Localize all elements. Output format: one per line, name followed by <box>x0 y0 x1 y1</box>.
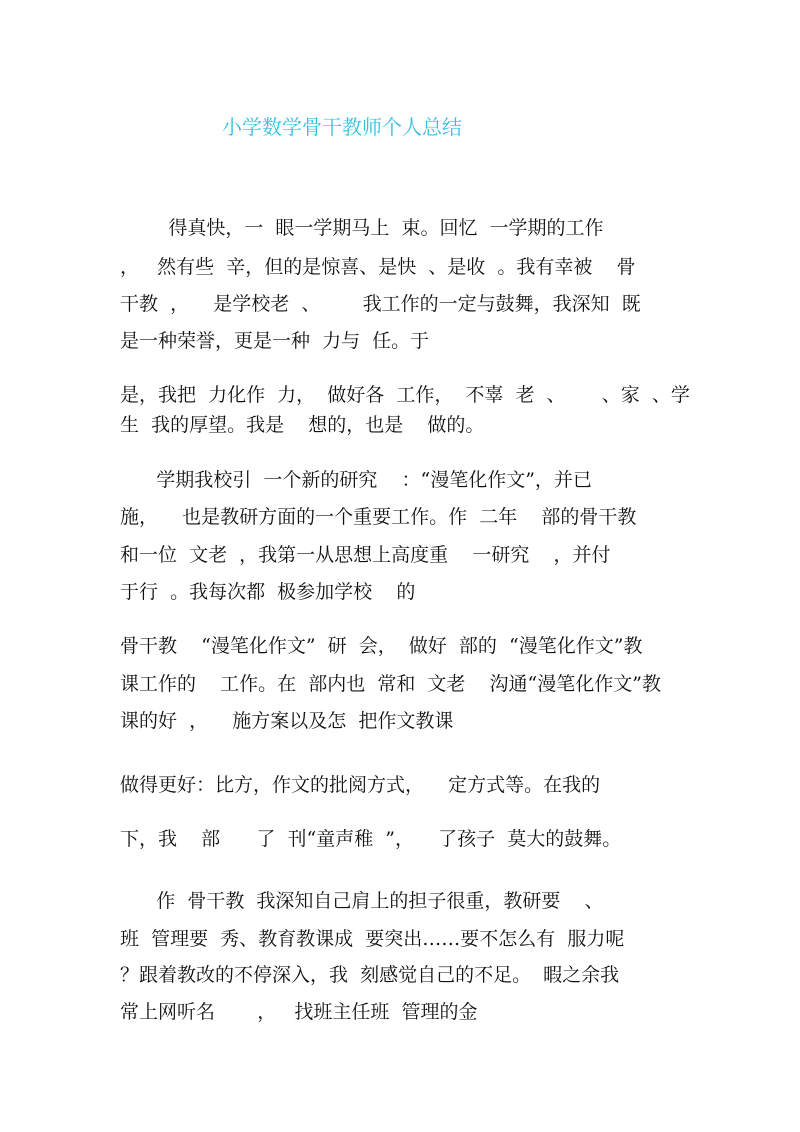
paragraph-line: 和一位 文老 ，我第一从思想上高度重 一研究 ，并付 <box>120 544 611 566</box>
paragraph-line: 干教 ， 是学校老 、 我工作的一定与鼓舞，我深知 既 <box>120 293 641 315</box>
paragraph-line: 课工作的 工作。在 部内也 常和 文老 沟通“漫笔化作文”教 <box>120 673 661 695</box>
paragraph-line: 常上网听名 ， 找班主任班 管理的金 <box>120 1001 478 1023</box>
paragraph-line: 下，我 部 了 刊“童声稚 ”， 了孩子 莫大的鼓舞。 <box>120 828 622 850</box>
paragraph-line: 学期我校引 一个新的研究 ：“漫笔化作文”，并已 <box>120 469 592 491</box>
paragraph-line: 骨干教 “漫笔化作文” 研 会， 做好 部的 “漫笔化作文”教 <box>120 635 643 657</box>
paragraph-line: 班 管理要 秀、教育教课成 要突出……要不怎么有 服力呢 <box>120 928 625 950</box>
paragraph-line: 做得更好：比方，作文的批阅方式， 定方式等。在我的 <box>120 774 601 796</box>
paragraph-line: 生 我的厚望。我是 想的，也是 做的。 <box>120 414 485 436</box>
document-title: 小学数学骨干教师个人总结 <box>222 115 462 139</box>
paragraph-line: 得真快，一 眼一学期马上 束。回忆 一学期的工作 <box>120 217 604 239</box>
paragraph-line: 于行 。我每次都 极参加学校 的 <box>120 581 416 603</box>
paragraph-line: 课的好 ， 施方案以及怎 把作文教课 <box>120 710 454 732</box>
paragraph-line: 作 骨干教 我深知自己肩上的担子很重，教研要 、 <box>120 890 604 912</box>
paragraph-line: 是一种荣誉，更是一种 力与 任。于 <box>120 330 430 352</box>
paragraph-line: 施， 也是教研方面的一个重要工作。作 二年 部的骨干教 <box>120 506 637 528</box>
paragraph-line: ， 然有些 辛，但的是惊喜、是快 、是收 。我有幸被 骨 <box>120 256 636 278</box>
paragraph-line: ？跟着教改的不停深入，我 刻感觉自己的不足。 暇之余我 <box>120 964 620 986</box>
paragraph-line: 是，我把 力化作 力， 做好各 工作， 不辜 老 、 、家 、学 <box>120 384 690 406</box>
